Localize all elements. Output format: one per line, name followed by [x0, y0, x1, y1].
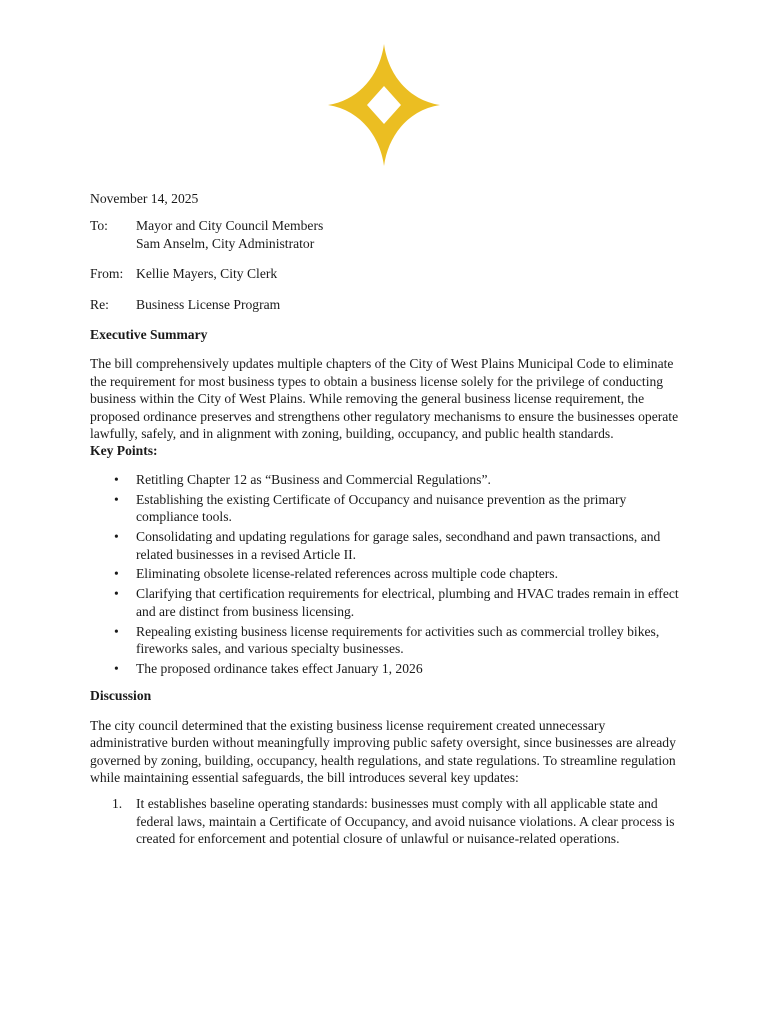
key-point-text: Establishing the existing Certificate of Occupancy and nuisance prevention as the primary compliance tools. [136, 491, 627, 525]
key-updates-list [90, 795, 680, 847]
key-update-text: It establishes baseline operating standards: businesses must comply with all applicable state and federal laws, maintain a Certificate of Occupancy, and avoid nuisance violations. A clear process is created for enforcement and potential closure of unlawful or nuisance-related operations. [136, 796, 675, 847]
discussion-paragraph: The city council determined that the existing business license requirement created unnecessary administrative burden without meaningfully improving public safety oversight, since businesses are already governed by zoning, building, occupancy, health regulations, and state regulations. To streamline regulation while maintaining essential safeguards, the bill introduces several key updates: [90, 717, 676, 785]
key-point-text: Eliminating obsolete license-related references across multiple code chapters. [136, 566, 558, 582]
executive-summary-paragraph: The bill comprehensively updates multiple chapters of the City of West Plains Municipal Code to eliminate the requirement for most business types to obtain a business license solely for the privilege of conducting business within the City of West Plains. While removing the general business license requirement, the proposed ordinance preserves and strengthens other regulatory mechanisms to ensure the businesses operate lawfully, safely, and in alignment with zoning, building, occupancy, and public health standards. [90, 356, 679, 442]
key-point-item [90, 528, 680, 563]
key-point-text: Consolidating and updating regulations for garage sales, secondhand and pawn transactions, and related businesses in a revised Article II. [136, 529, 661, 562]
bullet-icon: • [114, 566, 119, 582]
memo-from-value: Kellie Mayers, City Clerk [136, 266, 278, 282]
key-point-item [90, 660, 680, 677]
key-point-text: The proposed ordinance takes effect January 1, 2026 [136, 660, 423, 676]
key-point-text: Retitling Chapter 12 as “Business and Commercial Regulations”. [136, 471, 491, 487]
bullet-icon: • [114, 471, 119, 487]
bullet-icon: • [114, 529, 119, 545]
memo-to-line: Mayor and City Council Members [136, 218, 324, 234]
memo-re-row [90, 296, 680, 313]
key-point-text: Clarifying that certification requirements for electrical, plumbing and HVAC trades remain in effect and are distinct from business licensing. [136, 586, 679, 619]
key-points-list [90, 471, 680, 677]
bullet-icon: • [114, 491, 119, 507]
memo-re-value: Business License Program [136, 296, 281, 312]
key-update-item [90, 795, 680, 847]
key-point-item [90, 623, 680, 658]
memo-to-label: To: [90, 218, 108, 234]
key-point-text: Repealing existing business license requirements for activities such as commercial trolley bikes, fireworks sales, and various specialty businesses. [136, 623, 660, 657]
bullet-icon: • [114, 586, 119, 602]
memo-to-row [90, 217, 680, 252]
memo-from-row [90, 265, 680, 282]
key-point-item [90, 585, 680, 620]
executive-summary-heading: Executive Summary [90, 327, 208, 343]
key-point-item [90, 491, 680, 526]
bullet-icon: • [114, 660, 119, 676]
memo-re-label: Re: [90, 296, 109, 312]
memo-to-value [136, 217, 680, 252]
memo-body [90, 190, 680, 848]
memo-from-label: From: [90, 266, 124, 282]
key-points-heading: Key Points: [90, 443, 158, 459]
bullet-icon: • [114, 623, 119, 639]
list-number: 1. [112, 796, 123, 812]
memo-to-line: Sam Anselm, City Administrator [136, 235, 315, 251]
key-point-item [90, 565, 680, 582]
key-point-item [90, 471, 680, 488]
discussion-heading: Discussion [90, 688, 152, 704]
four-point-star-logo-icon [328, 44, 440, 166]
memo-date: November 14, 2025 [90, 191, 199, 206]
